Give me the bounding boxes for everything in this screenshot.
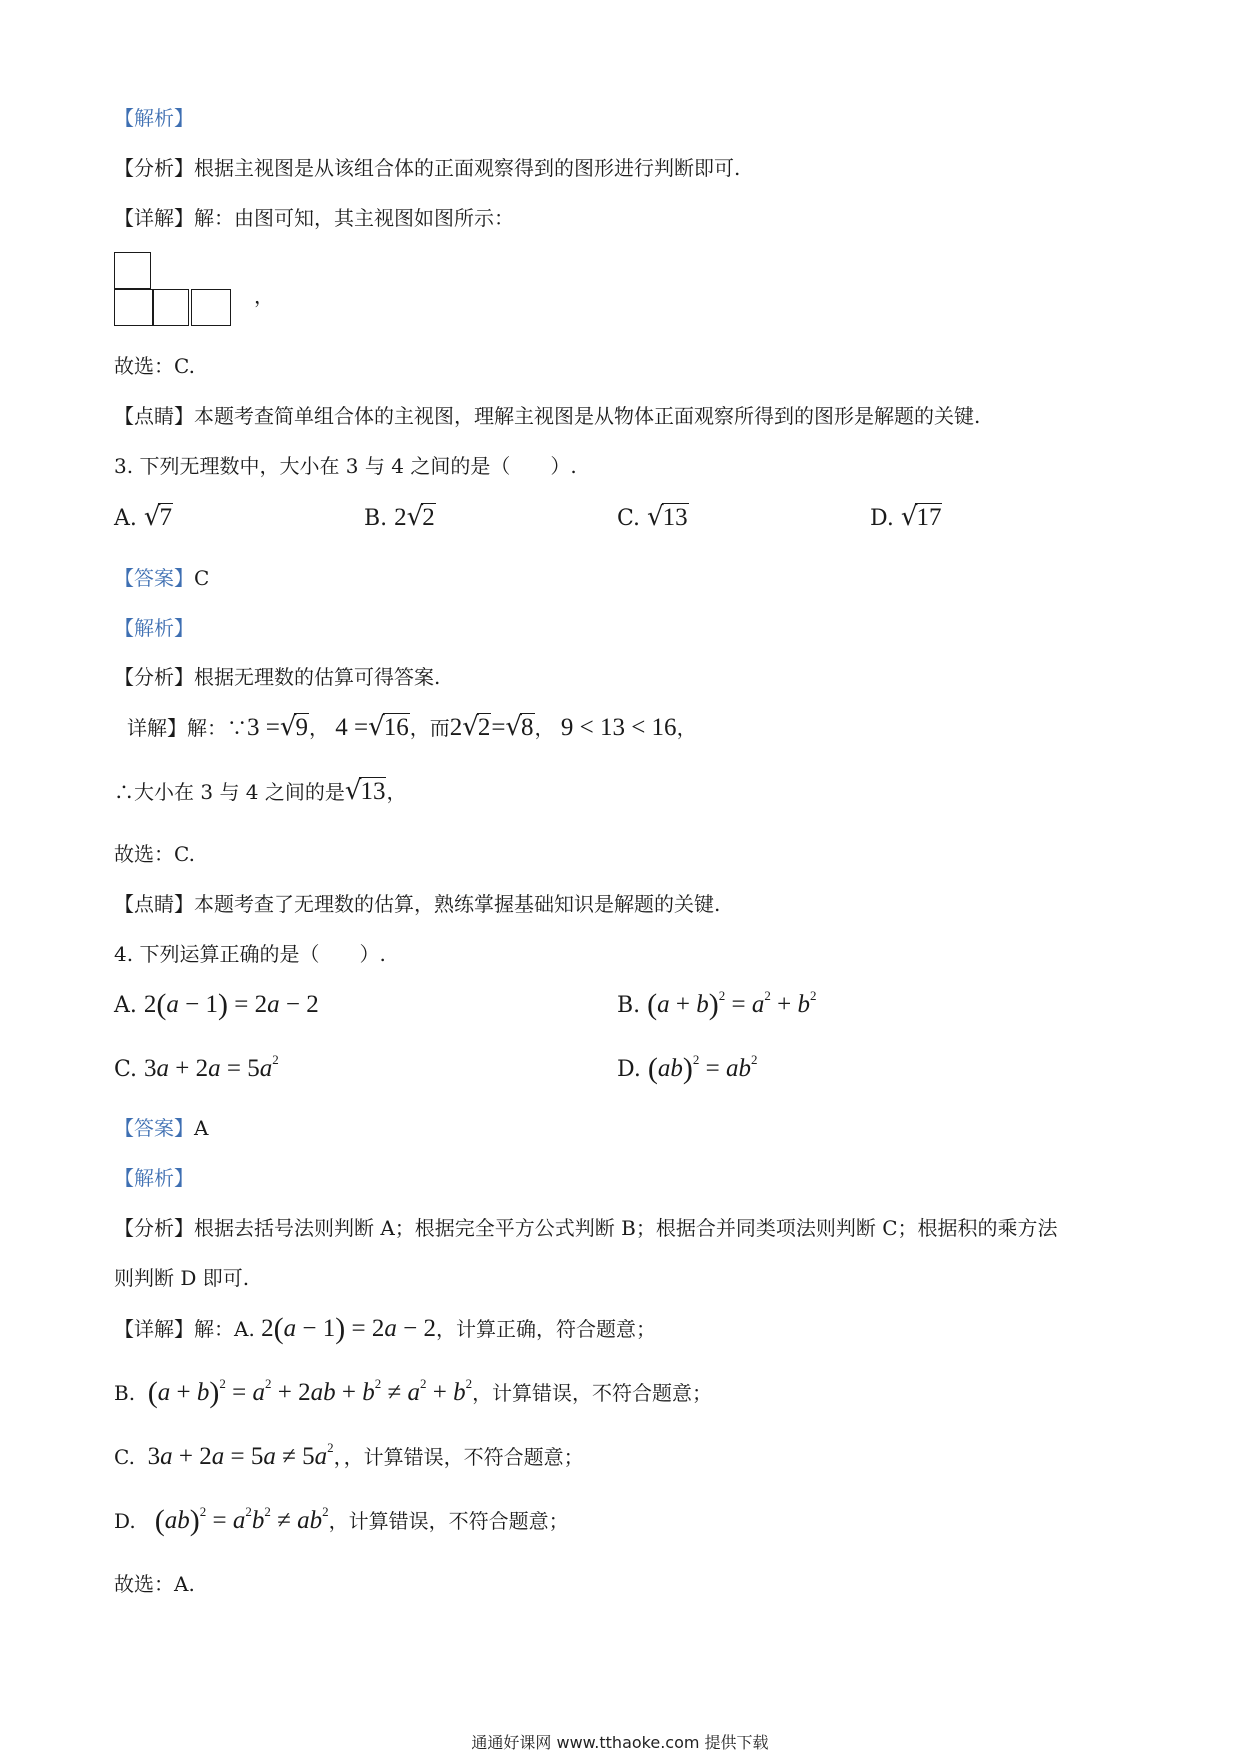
option-label: C.	[617, 506, 641, 531]
q4-option-d: D. $(ab)^2 = ab^2$	[617, 1052, 758, 1085]
option-label: A.	[114, 506, 137, 531]
q2-comment-line	[114, 402, 980, 430]
detail-label: 解：A.	[194, 1317, 255, 1341]
tag-dianjing: 【点睛】	[114, 892, 194, 916]
q4-detail-b: B. $(a + b)^2 = a^2 + 2ab + b^2 \ne a^2 + b^2$，计算错误，不符合题意；	[114, 1376, 713, 1409]
q3-answer: C	[194, 566, 210, 590]
q2-comment-text: 本题考查简单组合体的主视图，理解主视图是从物体正面观察所得到的图形是解题的关键.	[194, 404, 981, 428]
sqrt-expr: √13	[344, 776, 386, 806]
sqrt-expr: √13	[647, 502, 688, 532]
q2-choose: 故选：C.	[114, 354, 195, 378]
q3-therefore-line	[114, 774, 406, 809]
tag-daan: 【答案】	[114, 1116, 194, 1140]
figure-cell	[114, 289, 154, 326]
q3-option-d	[870, 500, 942, 536]
q3-detail-line	[127, 710, 697, 745]
separator: ，	[308, 716, 329, 740]
therefore-text: ∴大小在 3 与 4 之间的是	[114, 780, 345, 804]
front-view-figure	[114, 252, 232, 328]
coefficient: 2	[449, 714, 463, 741]
q2-detail-line	[114, 204, 514, 232]
figure-cell	[152, 289, 189, 326]
q4-analysis-line1	[114, 1214, 1058, 1242]
math-text: =	[491, 714, 506, 741]
tag-dianjing: 【点睛】	[114, 404, 194, 428]
q3-analysis-line	[114, 663, 440, 691]
coefficient: 2	[394, 504, 407, 531]
sqrt-expr: √2	[462, 712, 491, 742]
detail-label: C.	[114, 1445, 135, 1469]
option-label: A.	[114, 993, 137, 1018]
q3-choose: 故选：C.	[114, 842, 195, 866]
detail-label: B.	[114, 1381, 136, 1405]
figure-comma: ，	[254, 284, 274, 308]
option-label: D.	[617, 1057, 641, 1082]
detail-verdict: ，计算错误，不符合题意；	[328, 1509, 569, 1533]
tag-xiangjie: 【详解】	[114, 206, 194, 230]
tag-fenxi: 【分析】	[114, 1216, 194, 1240]
detail-label: D.	[114, 1509, 136, 1533]
q4-option-c: C. $3a + 2a = 5a^2$	[114, 1052, 279, 1082]
q4-option-b: B. $(a + b)^2 = a^2 + b^2$	[617, 988, 817, 1021]
detail-verdict: ，计算错误，不符合题意；	[472, 1381, 713, 1405]
q4-analysis-text: 根据去括号法则判断 A；根据完全平方公式判断 B；根据合并同类项法则判断 C；根据积的乘方法	[194, 1216, 1058, 1240]
q4-detail-a: 【详解】解：A. 2(a − 1) = 2a − 2，计算正确，符合题意；	[114, 1312, 656, 1345]
figure-cell	[114, 252, 151, 289]
sqrt-expr: √2	[406, 502, 435, 532]
math-inequality: 9 < 13 < 16	[560, 714, 677, 741]
figure-cell	[191, 289, 231, 326]
sqrt-expr: √16	[368, 712, 409, 742]
q4-analysis-line2: 则判断 D 即可.	[114, 1266, 250, 1290]
tag-xiangjie: 【详解】	[114, 1317, 194, 1341]
page-footer: 通通好课网 www.tthaoke.com 提供下载	[471, 1733, 769, 1752]
q3-stem: 3. 下列无理数中，大小在 3 与 4 之间的是（ ）.	[114, 454, 577, 478]
q4-detail-d: D. $(ab)^2 = a^2b^2 \ne ab^2$，计算错误，不符合题意；	[114, 1504, 569, 1537]
detail-verdict: ，，计算错误，不符合题意；	[333, 1445, 584, 1469]
separator: ，	[676, 716, 697, 740]
option-label: D.	[870, 506, 894, 531]
q3-detail-prefix: 详解】解：∵	[127, 716, 247, 740]
q4-answer: A	[194, 1116, 209, 1140]
q4-stem: 4. 下列运算正确的是（ ）.	[114, 942, 386, 966]
option-label: B.	[364, 506, 388, 531]
separator: ，	[534, 716, 555, 740]
tag-daan: 【答案】	[114, 566, 194, 590]
q3-analysis-text: 根据无理数的估算可得答案.	[194, 665, 441, 689]
sqrt-expr: √7	[143, 502, 172, 532]
section-tag-jiexi: 【解析】	[114, 1166, 194, 1190]
q2-detail-text: 解：由图可知，其主视图如图所示：	[194, 206, 514, 230]
section-tag-jiexi: 【解析】	[114, 106, 194, 130]
math-text: 4 =	[335, 714, 369, 741]
sqrt-expr: √8	[505, 712, 534, 742]
q3-option-b	[364, 500, 436, 536]
tag-fenxi: 【分析】	[114, 156, 194, 180]
detail-verdict: ，计算正确，符合题意；	[436, 1317, 656, 1341]
q2-analysis-text: 根据主视图是从该组合体的正面观察得到的图形进行判断即可.	[194, 156, 741, 180]
q3-answer-line	[114, 564, 209, 592]
q4-option-a: A. 2(a − 1) = 2a − 2	[114, 988, 319, 1021]
q4-detail-c: C. $3a + 2a = 5a \ne 5a^2$，，计算错误，不符合题意；	[114, 1440, 584, 1470]
q4-answer-line	[114, 1114, 208, 1142]
sqrt-expr: √9	[279, 712, 308, 742]
q4-choose: 故选：A.	[114, 1572, 195, 1596]
q3-comment-line	[114, 890, 720, 918]
q3-option-c	[617, 500, 689, 536]
sqrt-expr: √17	[900, 502, 942, 532]
math-text: 3 =	[247, 714, 280, 741]
tag-fenxi: 【分析】	[114, 665, 194, 689]
q2-analysis-line	[114, 154, 740, 182]
separator: ，而	[409, 716, 450, 740]
q3-option-a	[114, 500, 173, 536]
q3-comment-text: 本题考查了无理数的估算，熟练掌握基础知识是解题的关键.	[194, 892, 721, 916]
option-label: B.	[617, 993, 641, 1018]
separator: ，	[386, 780, 407, 804]
section-tag-jiexi: 【解析】	[114, 616, 194, 640]
option-label: C.	[114, 1057, 138, 1082]
